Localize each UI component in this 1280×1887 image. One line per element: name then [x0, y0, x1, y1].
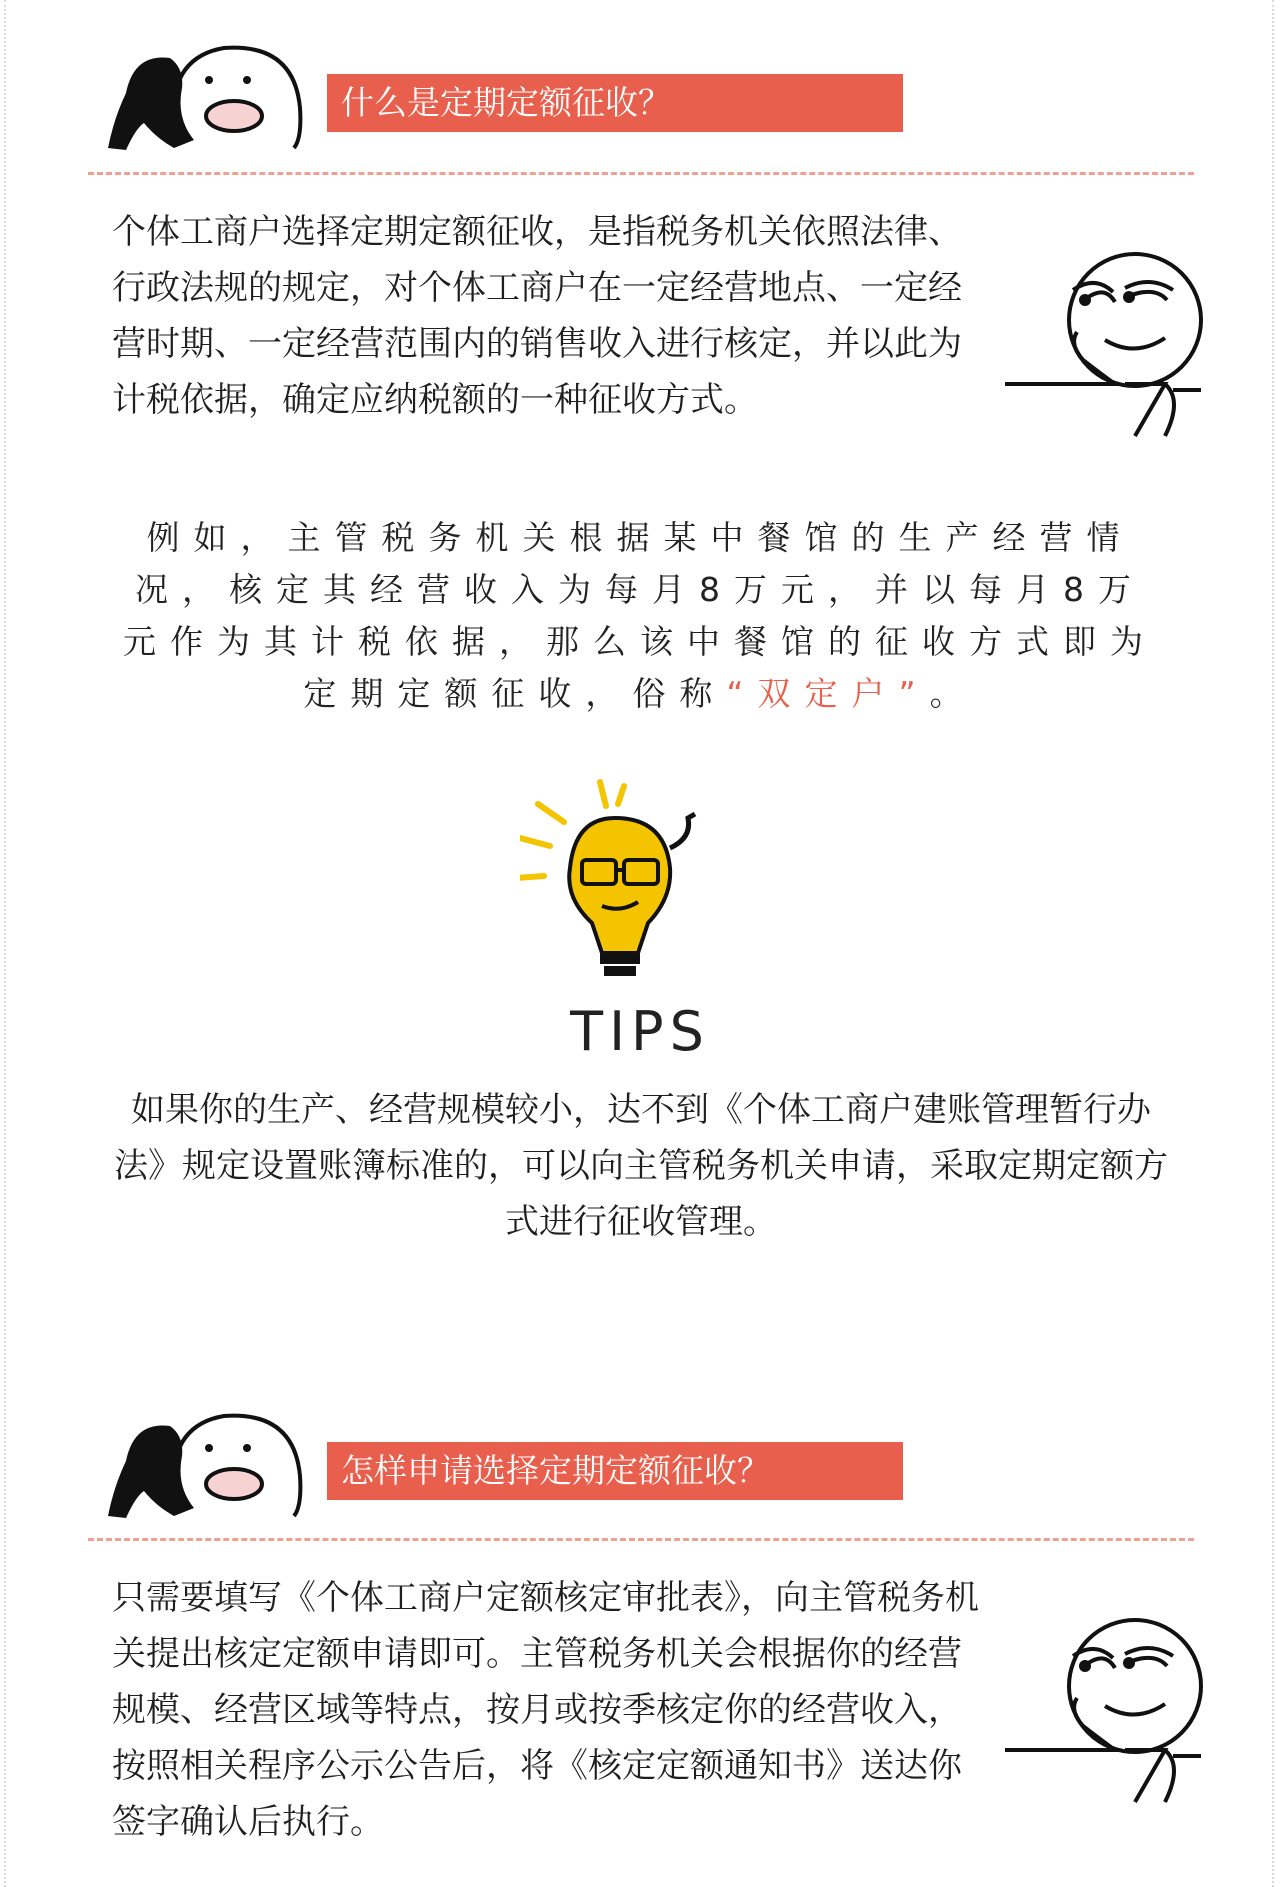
cartoon-head-icon	[104, 38, 304, 158]
dashed-divider	[88, 172, 1194, 175]
section-how-to-apply	[0, 1400, 1280, 1887]
thinking-stickman-icon	[1005, 1606, 1205, 1806]
cartoon-head-icon	[104, 1406, 304, 1526]
example-end: 。	[929, 674, 977, 713]
dashed-divider	[88, 1538, 1194, 1541]
section-title-banner: 怎样申请选择定期定额征收？	[327, 1442, 903, 1500]
example-text: 例如，主管税务机关根据某中餐馆的生产经营情况，核定其经营收入为每月8万元，并以每月8万元作为其计税依据，那么该中餐馆的征收方式即为定期定额征收，俗称	[123, 518, 1157, 713]
section-title-banner: 什么是定期定额征收？	[327, 74, 903, 132]
definition-paragraph: 个体工商户选择定期定额征收，是指税务机关依照法律、行政法规的规定，对个体工商户在一定经营地点、一定经营时期、一定经营范围内的销售收入进行核定，并以此为计税依据，确定应纳税额的一种征收方式。	[112, 212, 962, 420]
thinking-stickman-icon	[1005, 240, 1205, 440]
section-what-is	[0, 0, 1280, 760]
tips-paragraph: 如果你的生产、经营规模较小，达不到《个体工商户建账管理暂行办法》规定设置账簿标准的，可以向主管税务机关申请，采取定期定额方式进行征收管理。	[114, 1090, 1168, 1242]
example-paragraph	[120, 512, 1160, 720]
double-fixed-highlight: “双定户”	[726, 674, 930, 713]
tips-label: TIPS	[570, 1000, 710, 1063]
lightbulb-icon	[520, 778, 710, 988]
application-paragraph: 只需要填写《个体工商户定额核定审批表》，向主管税务机关提出核定定额申请即可。主管税务机关会根据你的经营规模、经营区域等特点，按月或按季核定你的经营收入，按照相关程序公示公告后，将《核定定额通知书》送达你签字确认后执行。	[112, 1578, 979, 1842]
